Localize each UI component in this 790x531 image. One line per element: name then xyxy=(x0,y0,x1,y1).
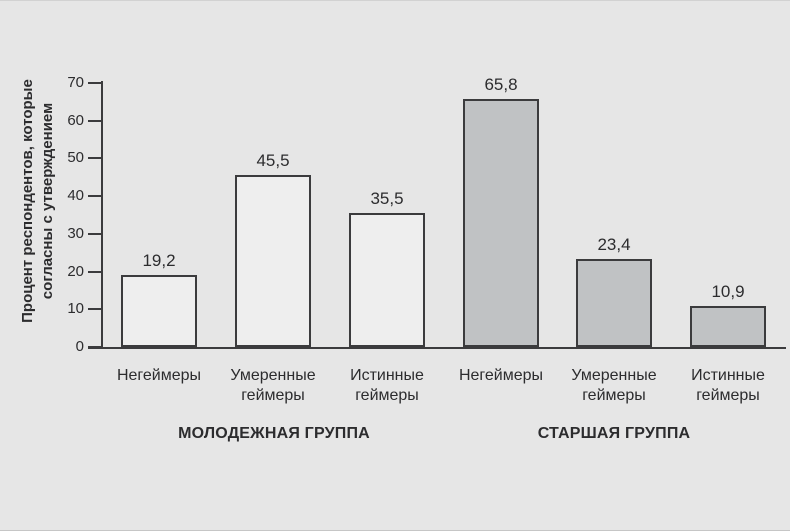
x-category-label: Негеймеры xyxy=(116,367,202,384)
x-category-label: Истинные геймеры xyxy=(691,367,765,404)
bar xyxy=(690,306,766,347)
x-category-label: Негеймеры xyxy=(458,367,544,384)
bar xyxy=(235,175,311,347)
bar-value-label: 19,2 xyxy=(142,251,176,270)
y-axis-tick xyxy=(88,120,101,122)
y-axis-tick-label: 40 xyxy=(67,187,84,204)
group-title-older: СТАРШАЯ ГРУППА xyxy=(537,425,691,442)
y-axis-tick-label: 50 xyxy=(67,149,84,166)
bar-value-label: 45,5 xyxy=(256,151,290,170)
y-axis-tick xyxy=(88,271,101,273)
plot-area xyxy=(0,1,790,531)
y-axis-title-line1: Процент респондентов, которые xyxy=(19,79,36,323)
x-axis-line xyxy=(88,347,786,349)
y-axis-tick xyxy=(88,233,101,235)
y-axis-tick-label: 70 xyxy=(67,74,84,91)
y-axis-tick xyxy=(88,82,101,84)
bar xyxy=(121,275,197,347)
y-axis-tick xyxy=(88,157,101,159)
y-axis-tick-label: 0 xyxy=(75,338,84,355)
bar xyxy=(463,99,539,347)
y-axis-tick-label: 60 xyxy=(67,112,84,129)
y-axis-title-line2: согласны с утверждением xyxy=(39,102,56,300)
bar-value-label: 10,9 xyxy=(711,282,745,301)
y-axis-tick-label: 20 xyxy=(67,263,84,280)
x-category-label: Умеренные геймеры xyxy=(571,367,657,404)
y-axis-line xyxy=(101,81,103,349)
bar xyxy=(349,213,425,347)
y-axis-tick-label: 30 xyxy=(67,225,84,242)
x-category-label: Истинные геймеры xyxy=(350,367,424,404)
bar-value-label: 65,8 xyxy=(484,75,518,94)
y-axis-tick xyxy=(88,308,101,310)
group-title-youth: МОЛОДЕЖНАЯ ГРУППА xyxy=(178,425,370,442)
y-axis-tick xyxy=(88,195,101,197)
x-category-label: Умеренные геймеры xyxy=(230,367,316,404)
bar xyxy=(576,259,652,347)
y-axis-tick xyxy=(88,346,101,348)
bar-value-label: 23,4 xyxy=(597,235,631,254)
y-axis-tick-label: 10 xyxy=(67,300,84,317)
bar-value-label: 35,5 xyxy=(370,189,404,208)
